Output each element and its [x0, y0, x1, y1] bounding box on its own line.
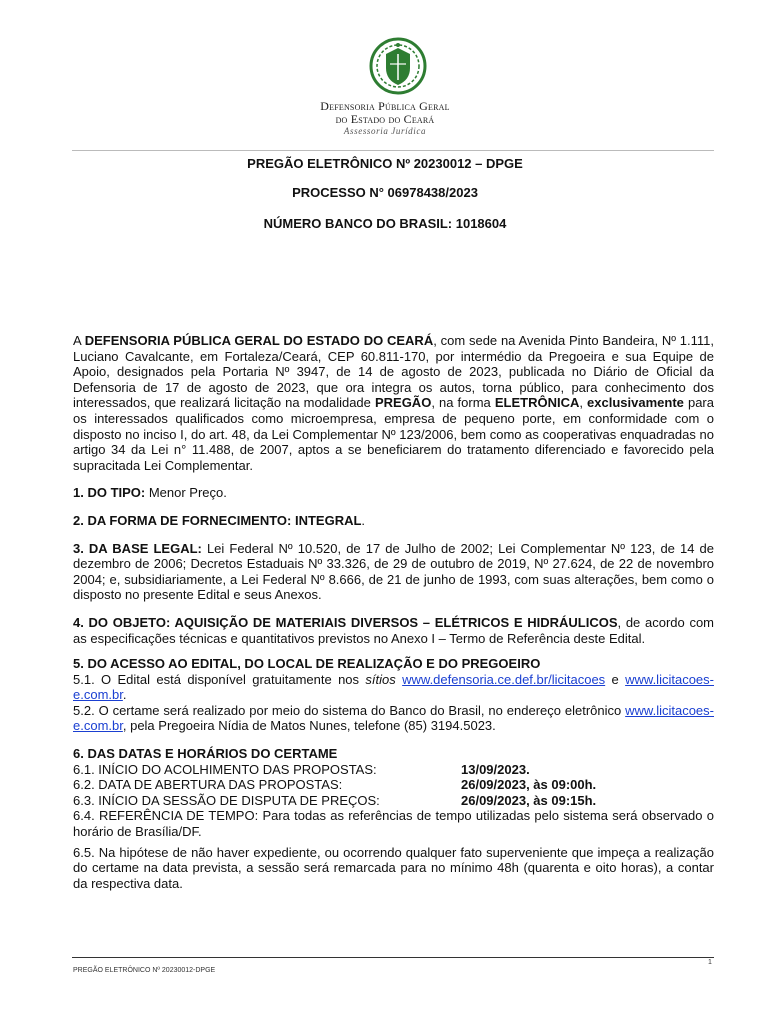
- schedule-value: 26/09/2023, às 09:15h.: [461, 792, 597, 808]
- schedule-row: [73, 762, 714, 778]
- link-licitacoes-2[interactable]: www.licitacoes-e.com.br: [73, 702, 714, 734]
- intro-text-2: , na forma: [431, 395, 495, 411]
- section-5-1-end: .: [122, 687, 127, 703]
- section-1: [73, 485, 714, 501]
- title-banco: NÚMERO BANCO DO BRASIL: 1018604: [263, 216, 507, 231]
- link-defensoria[interactable]: www.defensoria.ce.def.br/licitacoes: [402, 671, 606, 687]
- document-body: [73, 333, 714, 891]
- section-2: [73, 513, 714, 529]
- intro-text-4: para os interessados qualificados como microempresa, empresa de pequeno porte, em conformidade com o disposto no inciso I, do art. 48, da Lei Complementar Nº 123/2006, bem como as cooperativas enquadradas no artigo 34 da Lei n° 11.488, de 2007, aptos a se beneficiarem do tratamento diferenciado e favorecido pela supracitada Lei Complementar.: [73, 395, 714, 473]
- section-6-5: 6.5. Na hipótese de não haver expediente, ou ocorrendo qualquer fato superveniente que impeça a realização do certame na data prevista, a sessão será remarcada para no mínimo 48h (quarenta e oito horas), a contar da respectiva data.: [73, 844, 714, 891]
- section-1-heading: 1. DO TIPO:: [73, 485, 146, 501]
- title-processo: PROCESSO N° 06978438/2023: [292, 185, 478, 200]
- section-5-1-sitios: sítios: [365, 671, 396, 687]
- title-pregao: PREGÃO ELETRÔNICO Nº 20230012 – DPGE: [247, 156, 523, 171]
- schedule-label: 6.1. INÍCIO DO ACOLHIMENTO DAS PROPOSTAS:: [73, 761, 377, 777]
- section-5-heading: 5. DO ACESSO AO EDITAL, DO LOCAL DE REALIZAÇÃO E DO PREGOEIRO: [73, 656, 541, 672]
- intro-text-3: ,: [579, 395, 588, 411]
- intro-eletronica: ELETRÔNICA: [494, 395, 580, 411]
- section-5-1: [73, 672, 714, 703]
- section-5-1-and: e: [605, 671, 626, 687]
- intro-paragraph: [73, 333, 714, 473]
- footer-document-id: PREGÃO ELETRÔNICO Nº 20230012-DPGE: [73, 967, 216, 974]
- section-5-1-text: 5.1. O Edital está disponível gratuitamente nos: [73, 671, 366, 687]
- org-department: Assessoria Jurídica: [343, 126, 427, 136]
- intro-text-a: A: [73, 333, 85, 348]
- section-5-2: [73, 703, 714, 734]
- intro-text-1: , com sede na Avenida Pinto Bandeira, Nº 1.111, Luciano Cavalcante, em Fortaleza/Ceará, CEP 60.811-170, por intermédio da Pregoeira e sua Equipe de Apoio, designados pela Portaria Nº 3947, de 14 de agosto de 2023, publicada no Diário de Oficial da Defensoria de 17 de agosto de 2023, que ora integra os autos, torna público, para conhecimento dos interessados, que realizará licitação na modalidade: [73, 333, 714, 411]
- intro-exclusivamente: exclusivamente: [587, 395, 684, 411]
- section-2-text: .: [361, 512, 366, 528]
- intro-org-name: DEFENSORIA PÚBLICA GERAL DO ESTADO DO CEARÁ: [84, 333, 434, 348]
- section-1-text: Menor Preço.: [145, 485, 227, 501]
- section-4-text: , de acordo com as especificações técnicas e quantitativos previstos no Anexo I – Termo de Referência deste Edital.: [73, 614, 715, 646]
- section-4-heading: 4. DO OBJETO: AQUISIÇÃO DE MATERIAIS DIVERSOS – ELÉTRICOS E HIDRÁULICOS: [73, 614, 618, 630]
- org-name-line2: do Estado do Ceará: [335, 112, 435, 126]
- page-number: 1: [708, 959, 712, 966]
- org-name-line1: Defensoria Pública Geral: [320, 99, 450, 113]
- schedule-label: 6.2. DATA DE ABERTURA DAS PROPOSTAS:: [73, 777, 343, 793]
- schedule-value: 26/09/2023, às 09:00h.: [461, 777, 597, 793]
- organization-header: [0, 100, 770, 136]
- section-5-2-text: 5.2. O certame será realizado por meio do sistema do Banco do Brasil, no endereço eletrônico: [73, 702, 626, 718]
- section-5-2-text-end: , pela Pregoeira Nídia de Matos Nunes, telefone (85) 3194.5023.: [122, 718, 496, 734]
- section-3-text: Lei Federal Nº 10.520, de 17 de Julho de 2002; Lei Complementar Nº 123, de 14 de dezembro de 2006; Decretos Estaduais Nº 33.326, de 29 de outubro de 2019, Nº 27.624, de 22 de novembro 2004; e, subsidiariamente, a Lei Federal Nº 8.666, de 21 de junho de 1993, com suas alterações, bem como o disposto no presente Edital e seus Anexos.: [73, 540, 714, 603]
- section-4: [73, 615, 714, 646]
- schedule-label: 6.3. INÍCIO DA SESSÃO DE DISPUTA DE PREÇOS:: [73, 792, 380, 808]
- section-6-heading: 6. DAS DATAS E HORÁRIOS DO CERTAME: [73, 746, 338, 762]
- header-divider: [72, 150, 714, 151]
- coat-of-arms-icon: [368, 36, 428, 96]
- schedule-row: [73, 793, 714, 809]
- schedule-value: 13/09/2023.: [461, 761, 530, 777]
- footer-divider: [72, 957, 714, 958]
- section-3-heading: 3. DA BASE LEGAL:: [73, 540, 202, 556]
- section-6-4: 6.4. REFERÊNCIA DE TEMPO: Para todas as referências de tempo utilizadas pelo sistema será observado o horário de Brasília/DF.: [73, 808, 714, 840]
- schedule-row: [73, 777, 714, 793]
- section-3: [73, 541, 714, 603]
- section-2-heading: 2. DA FORMA DE FORNECIMENTO: INTEGRAL: [73, 512, 362, 528]
- link-licitacoes-1[interactable]: www.licitacoes-e.com.br: [73, 671, 714, 703]
- intro-pregao: PREGÃO: [374, 395, 432, 411]
